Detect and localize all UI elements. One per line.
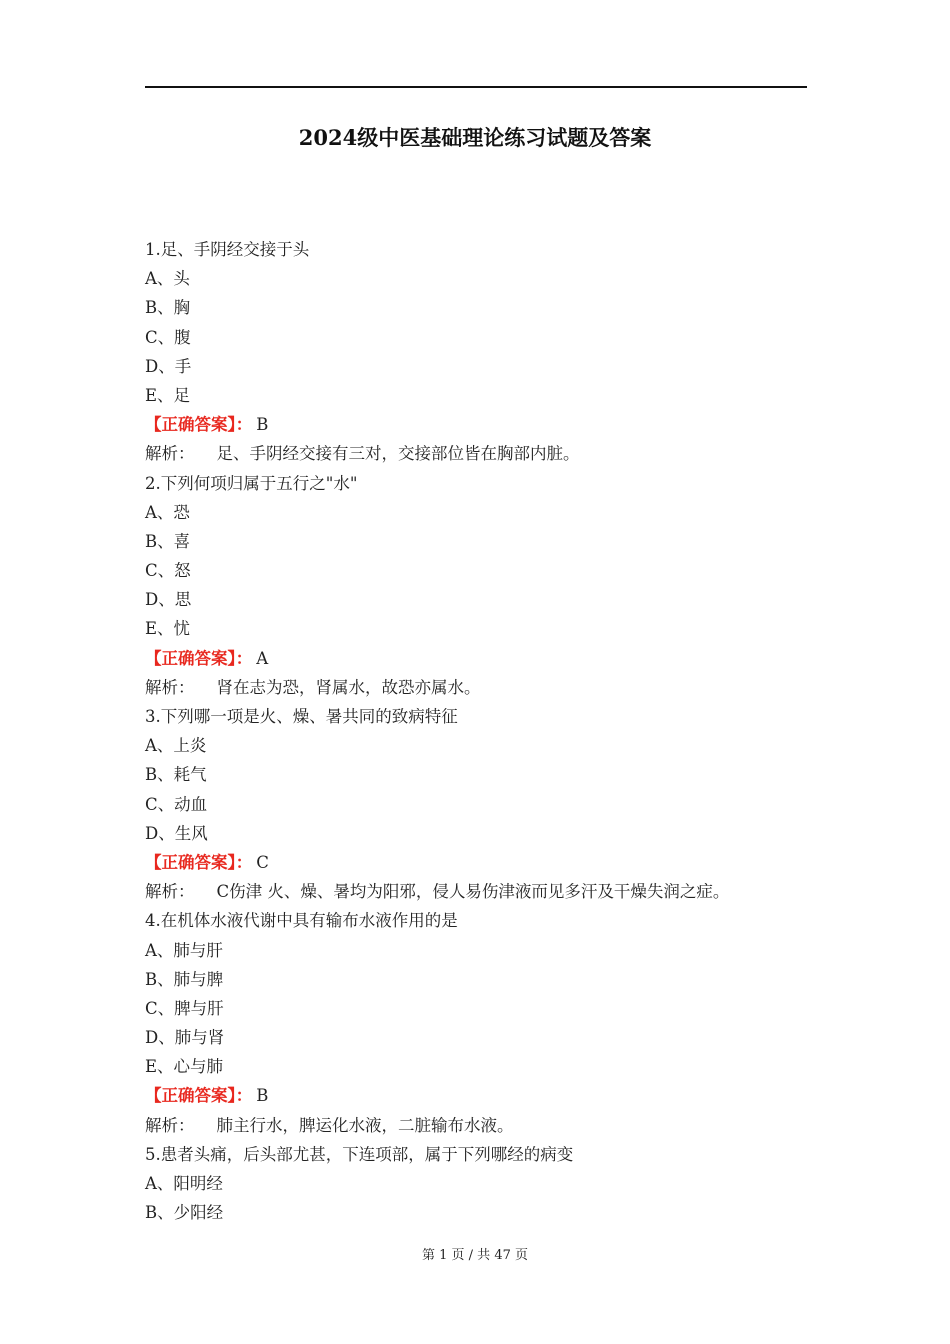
answer-colon: ： [235,1086,253,1106]
answer-value: B [256,1086,269,1106]
analysis-text: 肾在志为恐，肾属水，故恐亦属水。 [216,677,481,697]
option-e: E、忧 [145,619,191,639]
option-c: C、腹 [145,327,191,347]
option-d: D、肺与肾 [145,1028,225,1048]
analysis-label: 解析： [145,882,195,902]
option-a: A、阳明经 [145,1174,223,1193]
option-a: A、肺与肝 [145,940,223,960]
option-c: C、动血 [145,794,208,814]
analysis-text: 肺主行水，脾运化水液，二脏输布水液。 [216,1115,514,1135]
analysis-label: 解析： [145,1115,195,1135]
answer-row [145,410,825,439]
answer-label: 【正确答案】 [145,415,236,435]
answer-colon: ： [235,852,253,872]
option-e: E、心与肺 [145,1057,224,1077]
answer-value: B [256,415,269,435]
analysis-text: 足、手阴经交接有三对，交接部位皆在胸部内脏。 [216,444,580,464]
analysis-row [145,1111,825,1140]
question-stem: 4.在机体水液代谢中具有输布水液作用的是 [145,911,458,931]
option-c: C、脾与肝 [145,998,224,1018]
question-stem: 1.足、手阴经交接于头 [145,240,310,259]
answer-colon: ： [235,415,253,435]
option-d: D、思 [145,590,192,610]
option-b: B、少阳经 [145,1203,224,1223]
option-b: B、肺与脾 [145,969,224,989]
analysis-row [145,877,825,906]
page-title: 2024级中医基础理论练习试题及答案 [298,125,652,150]
question-stem: 5.患者头痛，后头部尤甚，下连项部，属于下列哪经的病变 [145,1144,574,1164]
answer-row [145,848,825,877]
answer-row [145,1081,825,1110]
question-stem: 2.下列何项归属于五行之"水" [145,473,358,493]
answer-label: 【正确答案】 [145,852,236,872]
answer-label: 【正确答案】 [145,1086,236,1106]
analysis-text: C伤津 火、燥、暑均为阳邪，侵人易伤津液而见多汗及干燥失润之症。 [216,882,730,902]
option-c: C、怒 [145,561,191,581]
answer-value: C [256,852,269,872]
answer-value: A [256,648,269,668]
option-b: B、耗气 [145,765,207,785]
answer-colon: ： [235,648,253,668]
answer-label: 【正确答案】 [145,648,236,668]
option-b: B、胸 [145,298,191,318]
option-a: A、头 [145,269,190,289]
question-stem: 3.下列哪一项是火、燥、暑共同的致病特征 [145,707,458,726]
option-b: B、喜 [145,531,191,551]
option-e: E、足 [145,385,191,405]
option-d: D、手 [145,356,192,376]
option-d: D、生风 [145,823,208,843]
analysis-row [145,439,825,468]
analysis-row [145,673,825,702]
analysis-label: 解析： [145,677,195,697]
analysis-label: 解析： [145,444,195,464]
option-a: A、恐 [145,502,190,522]
answer-row [145,644,825,673]
page-footer: 第 1 页 / 共 47 页 [422,1248,528,1263]
question-list [145,235,825,1227]
header-rule [145,86,807,88]
option-a: A、上炎 [145,736,207,756]
